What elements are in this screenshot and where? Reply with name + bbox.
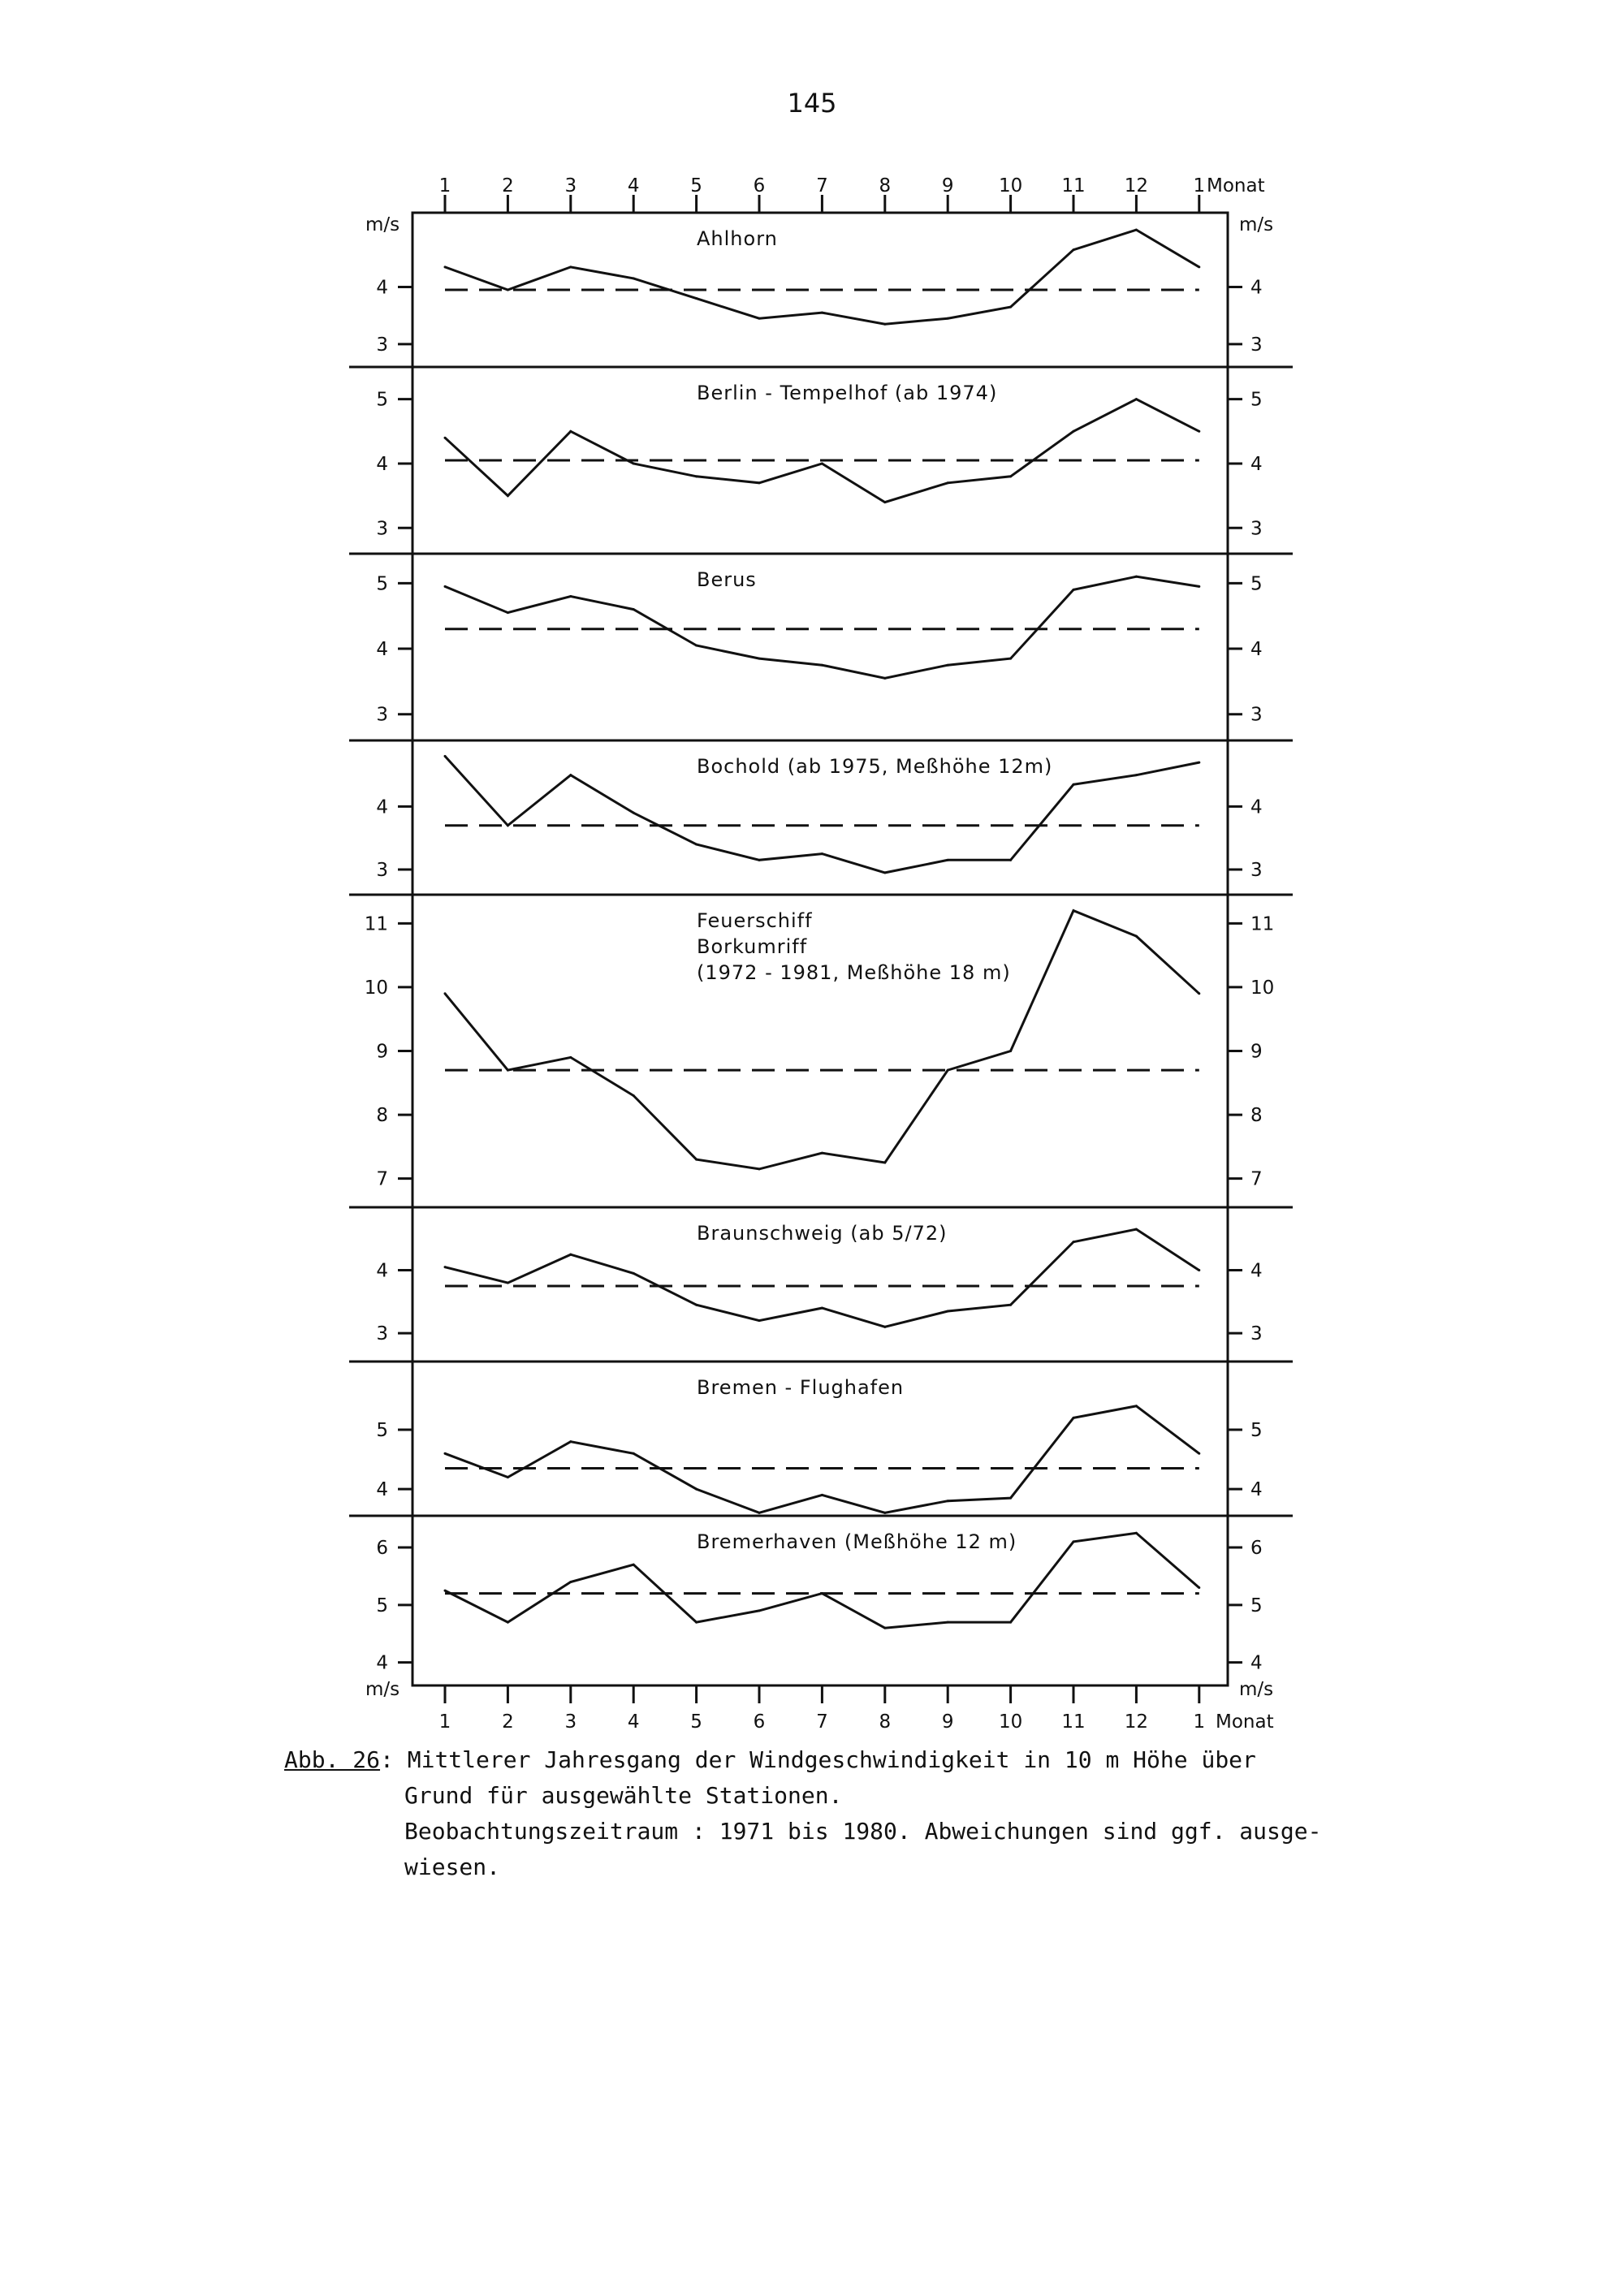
caption-line-3: Beobachtungszeitraum : 1971 bis 1980. Abweichungen sind ggf. ausge- [404,1818,1322,1845]
bottom-month-label: 1 [438,1711,451,1733]
y-tick-label-left: 3 [376,1323,388,1345]
y-tick-label-right: 4 [1250,1479,1263,1501]
data-point [821,1152,823,1154]
data-point [758,317,761,320]
y-tick-label-left: 5 [376,573,388,595]
data-point [444,1266,447,1268]
right-unit-bottom: m/s [1239,1679,1274,1700]
y-tick-label-right: 5 [1250,1420,1263,1442]
data-point [633,462,635,464]
data-point [883,871,886,874]
top-month-label: 6 [753,175,766,196]
data-point [1135,576,1138,578]
bottom-month-unit: Monat [1216,1711,1274,1733]
station-panel [376,227,1262,356]
data-point [883,1326,886,1328]
station-label: (1972 - 1981, Meßhöhe 18 m) [697,961,1011,984]
bottom-month-label: 4 [627,1711,640,1733]
station-label: Feuerschiff [697,909,813,932]
data-point [1198,585,1200,588]
caption-line-2: Grund für ausgewählte Stationen. [404,1782,843,1809]
monthly-series-line [445,1406,1199,1513]
data-point [507,824,509,826]
y-tick-label-right: 3 [1250,334,1263,356]
data-point [695,1621,698,1624]
data-point [1073,1241,1075,1243]
data-point [1073,1540,1075,1543]
data-point [507,289,509,291]
data-point [1198,992,1200,995]
top-month-label: 1 [438,175,451,196]
station-label: Berlin - Tempelhof (ab 1974) [697,382,998,404]
data-point [1135,1405,1138,1407]
data-point [633,812,635,814]
y-tick-label-right: 6 [1250,1537,1263,1559]
data-point [758,658,761,660]
data-point [695,475,698,477]
station-panel [376,382,1262,539]
left-unit-top: m/s [365,214,400,235]
top-month-label: 3 [564,175,577,196]
data-point [507,611,509,614]
data-point [695,297,698,300]
data-point [633,1452,635,1455]
chart-frame [412,213,1228,1685]
data-point [1073,589,1075,591]
data-point [883,677,886,680]
top-month-label: 2 [502,175,514,196]
data-point [1073,248,1075,251]
y-tick-label-left: 4 [376,1479,388,1501]
y-tick-label-right: 5 [1250,1595,1263,1616]
left-unit-bottom: m/s [365,1679,400,1700]
data-point [1198,430,1200,433]
data-point [821,852,823,855]
data-point [758,1319,761,1322]
data-point [444,992,447,995]
station-panel [365,909,1275,1190]
y-tick-label-left: 11 [364,913,388,935]
data-point [695,644,698,646]
caption-colon: : [380,1746,394,1773]
data-point [758,481,761,484]
data-point [444,265,447,268]
y-tick-label-left: 4 [376,796,388,818]
top-month-label: 12 [1124,175,1149,196]
caption-text-1: Mittlerer Jahresgang der Windgeschwindigkeit in 10 m Höhe über [393,1746,1256,1773]
data-point [444,585,447,588]
y-tick-label-right: 3 [1250,704,1263,726]
bottom-month-label: 12 [1124,1711,1149,1733]
data-point [821,462,823,464]
data-point [507,494,509,497]
caption-line-4: wiesen. [404,1854,501,1880]
caption-line-1 [284,1742,1299,1778]
station-panels [365,227,1275,1674]
data-point [507,1476,509,1478]
top-month-label: 8 [879,175,892,196]
y-tick-label-right: 5 [1250,573,1263,595]
data-point [1198,1269,1200,1271]
station-panel [376,755,1262,881]
data-point [758,859,761,861]
top-month-label: 10 [998,175,1023,196]
y-tick-label-right: 3 [1250,518,1263,540]
y-tick-label-right: 10 [1250,977,1275,999]
top-month-axis [439,175,1205,213]
y-tick-label-left: 5 [376,1595,388,1616]
right-unit-top: m/s [1239,214,1274,235]
data-point [883,1162,886,1164]
y-tick-label-right: 5 [1250,389,1263,411]
data-point [1009,306,1012,309]
data-point [1009,859,1012,861]
data-point [1009,1621,1012,1624]
bottom-month-label: 1 [1193,1711,1206,1733]
data-point [569,774,572,776]
data-point [947,1621,949,1624]
data-point [758,1167,761,1170]
data-point [883,1512,886,1514]
bottom-month-label: 11 [1061,1711,1086,1733]
data-point [1198,762,1200,764]
data-point [444,755,447,757]
data-point [569,265,572,268]
data-point [1073,909,1075,912]
y-tick-label-left: 5 [376,389,388,411]
data-point [695,1159,698,1161]
data-point [695,1304,698,1306]
data-point [821,1592,823,1595]
y-tick-label-left: 9 [376,1041,388,1063]
y-tick-label-left: 6 [376,1537,388,1559]
data-point [1073,430,1075,433]
data-point [633,1272,635,1275]
data-point [444,1590,447,1592]
bottom-month-label: 10 [998,1711,1023,1733]
data-point [1009,1304,1012,1306]
data-point [1135,1228,1138,1231]
data-point [569,1581,572,1583]
data-point [1135,1532,1138,1534]
data-point [1009,475,1012,477]
data-point [633,1094,635,1097]
top-month-label: 5 [690,175,702,196]
bottom-month-label: 9 [941,1711,954,1733]
station-label: Borkumriff [697,935,808,958]
data-point [758,1512,761,1514]
y-tick-label-left: 3 [376,334,388,356]
bottom-month-label: 2 [502,1711,514,1733]
top-month-label: 11 [1061,175,1086,196]
bottom-month-label: 5 [690,1711,702,1733]
data-point [1073,1417,1075,1419]
y-tick-label-right: 4 [1250,639,1263,661]
data-point [569,595,572,598]
monthly-series-line [445,911,1199,1169]
y-tick-label-right: 3 [1250,859,1263,881]
data-point [1009,658,1012,660]
station-panel [376,568,1262,726]
data-point [569,1254,572,1256]
y-tick-label-left: 8 [376,1105,388,1127]
data-point [633,1564,635,1566]
bottom-month-label: 7 [816,1711,828,1733]
data-point [947,1500,949,1502]
y-tick-label-left: 10 [364,977,388,999]
page-number: 145 [787,88,837,119]
data-point [1073,783,1075,786]
data-point [947,1310,949,1312]
bottom-month-axis [439,1685,1205,1733]
figure-caption [284,1742,1322,1885]
data-point [695,1488,698,1491]
y-tick-label-left: 3 [376,859,388,881]
station-label: Berus [697,568,757,591]
data-point [1135,935,1138,938]
y-tick-label-right: 4 [1250,1652,1263,1674]
y-tick-label-left: 4 [376,1652,388,1674]
caption-prefix: Abb. 26 [284,1746,381,1773]
data-point [883,1627,886,1629]
data-point [1135,229,1138,231]
station-label: Braunschweig (ab 5/72) [697,1222,948,1245]
data-point [947,859,949,861]
data-point [1135,398,1138,400]
data-point [821,664,823,667]
y-tick-label-left: 3 [376,704,388,726]
y-tick-label-left: 4 [376,639,388,661]
data-point [507,1621,509,1624]
data-point [947,317,949,320]
data-point [758,1609,761,1612]
monthly-series-line [445,399,1199,503]
y-tick-label-left: 4 [376,453,388,475]
top-month-label: 4 [627,175,640,196]
y-tick-label-right: 3 [1250,1323,1263,1345]
y-tick-label-left: 4 [376,277,388,299]
y-tick-label-left: 4 [376,1260,388,1282]
y-tick-label-right: 11 [1250,913,1275,935]
y-tick-label-left: 7 [376,1168,388,1190]
y-tick-label-left: 5 [376,1420,388,1442]
top-month-label: 9 [941,175,954,196]
bottom-month-label: 8 [879,1711,892,1733]
y-tick-label-right: 4 [1250,453,1263,475]
data-point [821,1494,823,1496]
data-point [507,1282,509,1284]
data-point [883,501,886,503]
data-point [633,277,635,279]
top-month-unit: Monat [1207,175,1265,196]
data-point [633,608,635,611]
data-point [1198,265,1200,268]
bottom-month-label: 6 [753,1711,766,1733]
station-panel [376,1376,1262,1514]
bottom-month-label: 3 [564,1711,577,1733]
station-panel [376,1530,1262,1674]
data-point [569,430,572,433]
data-point [947,664,949,667]
y-tick-label-right: 4 [1250,277,1263,299]
y-tick-label-right: 4 [1250,796,1263,818]
station-label: Bremerhaven (Meßhöhe 12 m) [697,1530,1017,1553]
y-tick-label-right: 7 [1250,1168,1263,1190]
data-point [1009,1050,1012,1052]
monthly-series-line [445,230,1199,324]
data-point [1198,1586,1200,1589]
station-panel [376,1222,1262,1344]
data-point [947,481,949,484]
data-point [1009,1497,1012,1500]
data-point [569,1056,572,1059]
station-label: Bremen - Flughafen [697,1376,905,1399]
y-tick-label-right: 4 [1250,1260,1263,1282]
data-point [444,1452,447,1455]
data-point [1135,774,1138,776]
y-tick-label-right: 8 [1250,1105,1263,1127]
data-point [947,1069,949,1072]
panel-separators [349,367,1293,1516]
top-month-label: 7 [816,175,828,196]
y-tick-label-left: 3 [376,518,388,540]
data-point [883,323,886,326]
data-point [821,312,823,314]
station-label: Bochold (ab 1975, Meßhöhe 12m) [697,755,1053,778]
station-label: Ahlhorn [697,227,778,250]
top-month-label: 1 [1193,175,1206,196]
y-tick-label-right: 9 [1250,1041,1263,1063]
data-point [444,437,447,439]
data-point [821,1307,823,1310]
data-point [1198,1452,1200,1455]
data-point [569,1440,572,1443]
monthly-series-line [445,576,1199,678]
data-point [695,843,698,845]
data-point [507,1069,509,1072]
